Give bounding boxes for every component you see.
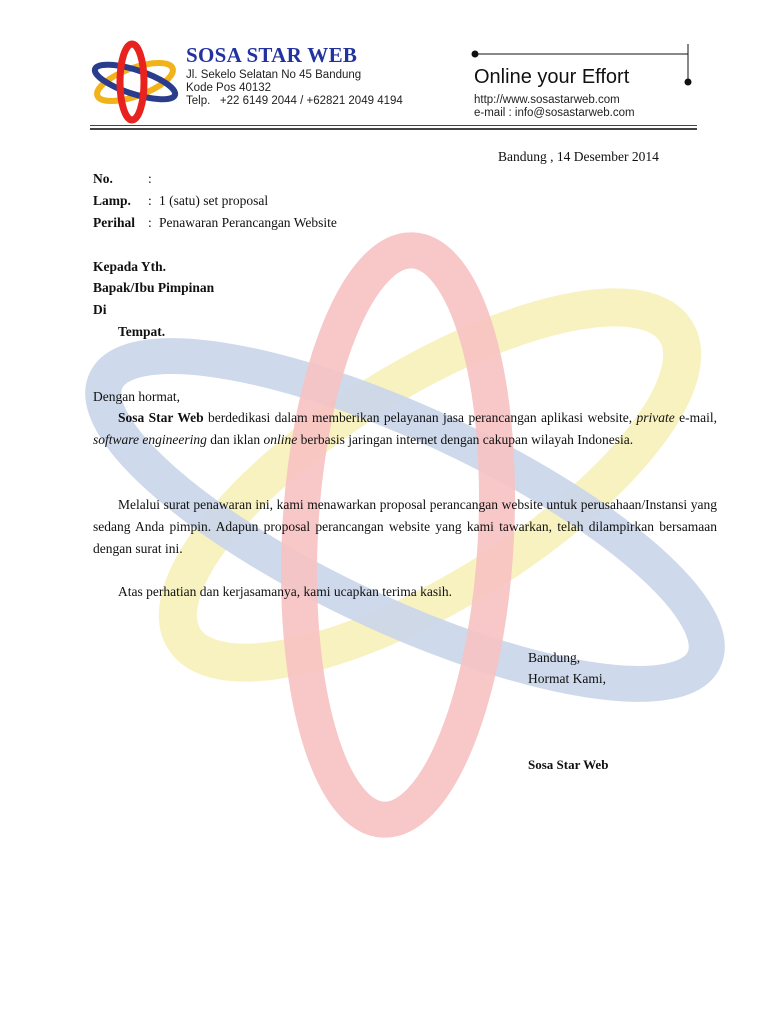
para1-italic-2: software engineering xyxy=(93,432,207,447)
para1-text-4: berbasis jaringan internet dengan cakupan wilayah Indonesia. xyxy=(297,432,634,447)
body-paragraph-3 xyxy=(93,581,717,603)
para1-text-3: dan iklan xyxy=(206,432,264,447)
recipient-line-1: Kepada Yth. xyxy=(93,259,167,274)
para2-text: Melalui surat penawaran ini, kami menawarkan proposal perancangan website untuk perusahaan/Instansi yang sedang Anda pimpin. Adapun proposal perancangan website yang kami tawarkan, telah dilampirkan bersamaan dengan surat ini. xyxy=(93,497,717,556)
address-line-2: Kode Pos 40132 xyxy=(186,82,272,94)
para1-text-1: berdedikasi dalam memberikan pelayanan jasa perancangan aplikasi website, xyxy=(203,410,637,425)
para1-italic-1: private xyxy=(636,410,675,425)
closing-city: Bandung, xyxy=(528,650,581,665)
company-logo-icon xyxy=(90,40,180,124)
meta-label-perihal: Perihal xyxy=(93,215,135,230)
header-divider-top xyxy=(90,125,697,126)
letter-date: Bandung , 14 Desember 2014 xyxy=(498,149,659,164)
meta-label-no: No. xyxy=(93,171,113,186)
meta-value-perihal: Penawaran Perancangan Website xyxy=(159,215,337,230)
recipient-line-4: Tempat. xyxy=(118,324,166,339)
greeting: Dengan hormat, xyxy=(93,389,180,404)
meta-label-lamp: Lamp. xyxy=(93,193,131,208)
tagline: Online your Effort xyxy=(474,66,630,88)
meta-colon-no: : xyxy=(148,171,152,186)
signature-name: Sosa Star Web xyxy=(528,757,609,772)
header-divider-bottom xyxy=(90,128,697,130)
meta-value-lamp: 1 (satu) set proposal xyxy=(159,193,269,208)
address-line-1: Jl. Sekelo Selatan No 45 Bandung xyxy=(186,69,362,81)
contact-email: e-mail : info@sosastarweb.com xyxy=(474,107,635,119)
para1-text-2: e-mail, xyxy=(674,410,718,425)
body-paragraph-2 xyxy=(93,494,717,560)
website-url: http://www.sosastarweb.com xyxy=(474,94,620,106)
phone-line: Telp. +22 6149 2044 / +62821 2049 4194 xyxy=(186,95,403,107)
closing-salutation: Hormat Kami, xyxy=(528,671,606,686)
para3-text: Atas perhatian dan kerjasamanya, kami ucapkan terima kasih. xyxy=(118,584,452,599)
recipient-line-3: Di xyxy=(93,302,107,317)
company-name: SOSA STAR WEB xyxy=(186,43,358,67)
meta-colon-lamp: : xyxy=(148,193,152,208)
recipient-line-2: Bapak/Ibu Pimpinan xyxy=(93,280,215,295)
para1-italic-3: online xyxy=(263,432,298,447)
meta-colon-perihal: : xyxy=(148,215,152,230)
body-paragraph-1 xyxy=(93,407,717,451)
para1-company: Sosa Star Web xyxy=(118,410,204,425)
